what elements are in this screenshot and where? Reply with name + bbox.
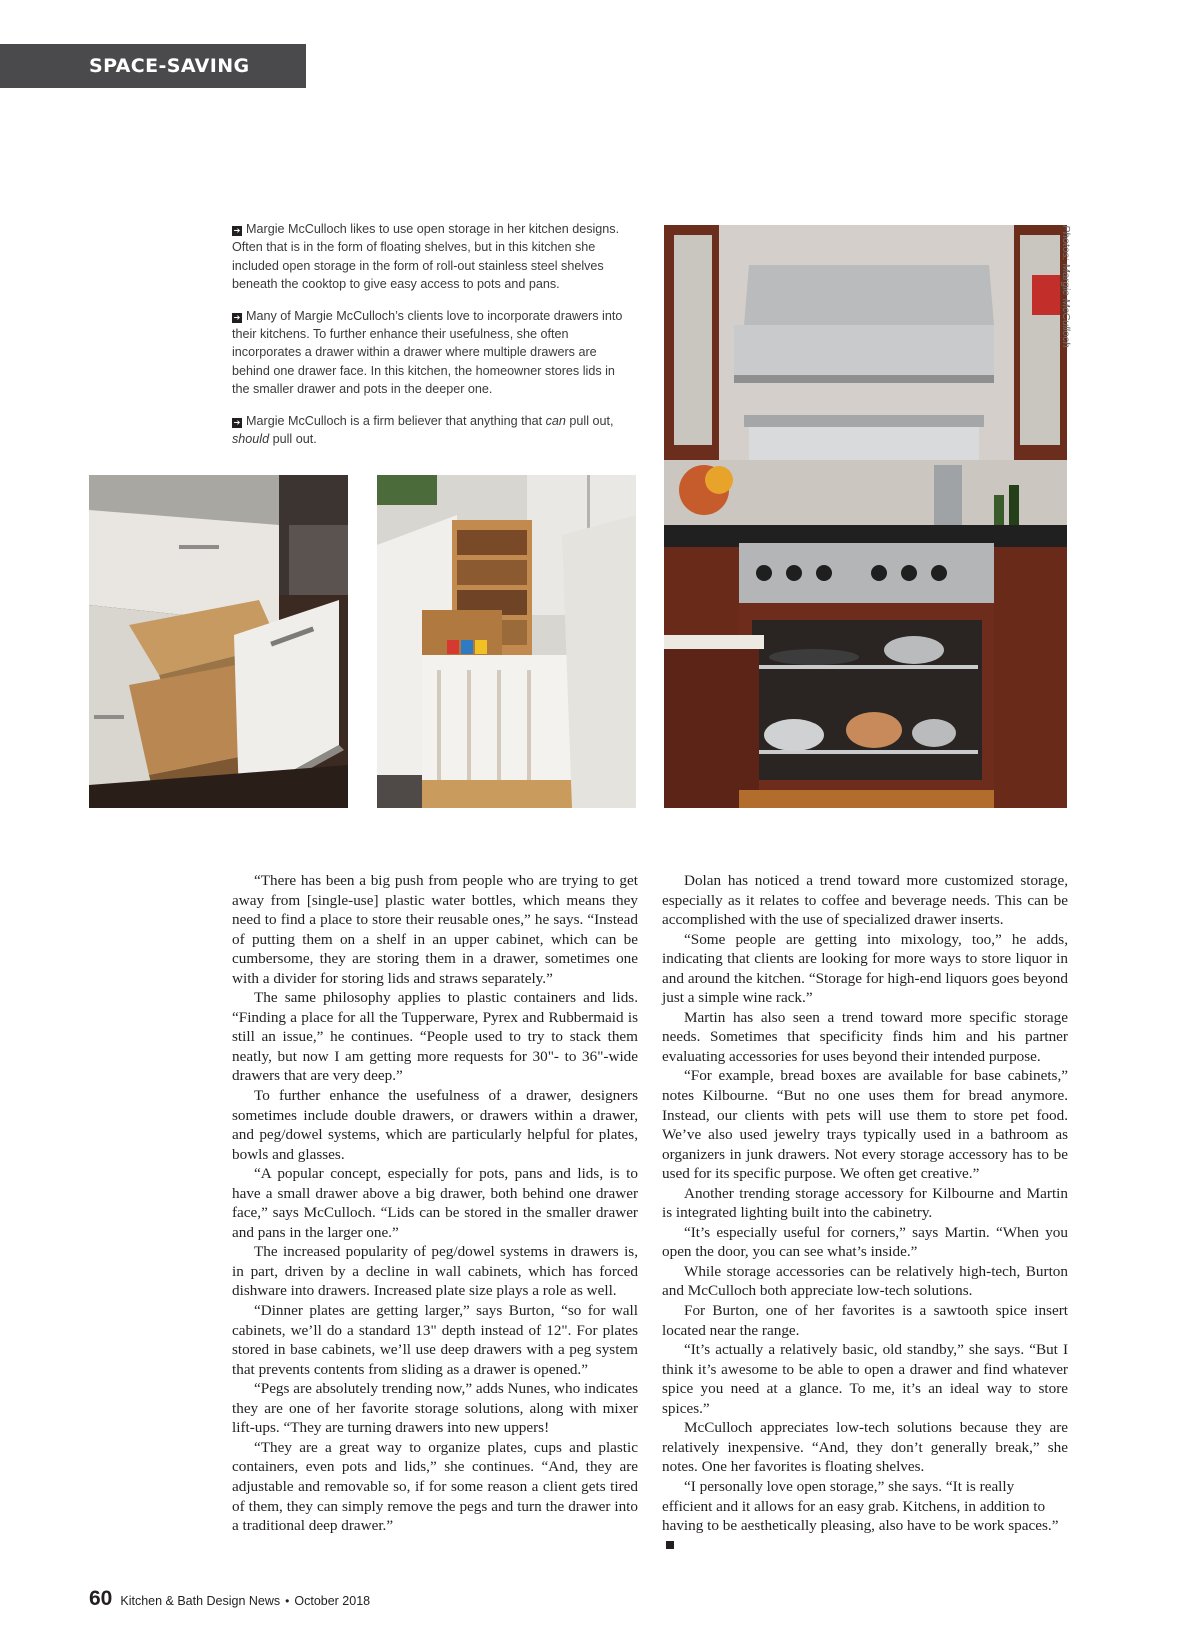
pullout-photo [377, 475, 636, 808]
end-mark-icon [666, 1541, 674, 1549]
caption-emphasis: should [232, 432, 270, 447]
caption-item [232, 220, 632, 294]
article-paragraph: “There has been a big push from people who are trying to get away from [single-use] plastic water bottles, which means they need to find a place to store their reusable ones,” he says. “Instead of putting them on a shelf in an upper cabinet, which can be cumbersome, they are storing them in a drawer, sometimes one with a divider for storing lids and straws separately.” [232, 872, 638, 987]
range-photo [664, 225, 1067, 808]
caption-text: Margie McCulloch likes to use open storage in her kitchen designs. Often that is in the form of floating shelves, but in this kitchen she included open storage in the form of roll-out stainless steel shelves beneath the cooktop to give easy access to pots and pans. [232, 222, 620, 292]
caption-text: pull out. [269, 432, 317, 447]
article-paragraph: Martin has also seen a trend toward more specific storage needs. Sometimes that specificity finds him and his partner evaluating accessories for uses beyond their intended purpose. [662, 1008, 1068, 1065]
page-number: 60 [89, 1587, 113, 1610]
caption-item [232, 412, 632, 449]
article-paragraph: “It’s actually a relatively basic, old standby,” she says. “But I think it’s awesome to be able to open a drawer and find whatever spice you need at a glance. To me, it’s an ideal way to store spices.” [662, 1341, 1068, 1417]
article-paragraph: “A popular concept, especially for pots, pans and lids, is to have a small drawer above a big drawer, both behind one drawer face,” says McCulloch. “Lids can be stored in the smaller drawer and pans in the larger one.” [232, 1165, 638, 1241]
footer-separator: • [285, 1594, 290, 1608]
article-column-2 [662, 871, 1068, 1555]
article-paragraph: “They are a great way to organize plates, cups and plastic containers, even pots and lids,” she continues. “And, they are adjustable and removable so, if for some reason a client gets tired of them, they can simply remove the pegs and turn the drawer into a traditional deep drawer.” [232, 1438, 638, 1535]
caption-text: Margie McCulloch is a firm believer that anything that [246, 413, 546, 428]
article-paragraph: The same philosophy applies to plastic containers and lids. “Finding a place for all the Tupperware, Pyrex and Rubbermaid is still an issue,” he continues. “People used to try to stack them neatly, but now I am getting more requests for 30"- to 36"-wide drawers that are very deep.” [232, 989, 638, 1085]
article-final-text: “I personally love open storage,” she says. “It is really efficient and it allows for an easy grab. Kitchens, in addition to having to be aesthetically pleasing, also have to be work spaces.” [662, 1477, 1059, 1535]
caption-text: Many of Margie McCulloch’s clients love to incorporate drawers into their kitchens. To further enhance their usefulness, she often incorporates a drawer within a drawer where multiple drawers are behind one drawer face. In this kitchen, the homeowner stores lids in the smaller drawer and pots in the deeper one. [232, 308, 623, 397]
page-footer [89, 1587, 370, 1611]
photo-captions [232, 220, 632, 461]
article-paragraph: “Dinner plates are getting larger,” says Burton, “so for wall cabinets, we’ll do a standard 13" depth instead of 12". For plates stored in base cabinets, we’ll use deep drawers with a peg system that prevents contents from sliding as a drawer is opened.” [232, 1302, 638, 1378]
drawer-photo [89, 475, 348, 808]
arrow-icon: ➔ [233, 417, 241, 427]
article-paragraph: While storage accessories can be relatively high-tech, Burton and McCulloch both appreciate low-tech solutions. [662, 1262, 1068, 1300]
article-paragraph [662, 1477, 1068, 1555]
caption-text: pull out, [565, 413, 614, 428]
article-paragraph: McCulloch appreciates low-tech solutions because they are relatively inexpensive. “And, they don’t generally break,” she notes. One her favorites is floating shelves. [662, 1419, 1068, 1476]
article-paragraph: For Burton, one of her favorites is a sawtooth spice insert located near the range. [662, 1302, 1068, 1339]
arrow-icon: ➔ [233, 226, 241, 235]
issue-date: October 2018 [294, 1594, 371, 1608]
arrow-icon: ➔ [233, 312, 241, 322]
article-paragraph: “Pegs are absolutely trending now,” adds Nunes, who indicates they are one of her favorite storage solutions, along with mixer lift-ups. “They are turning drawers into new uppers! [232, 1380, 638, 1437]
photo-credit: Photos: Margie McCulloch [1060, 225, 1072, 348]
article-paragraph: “It’s especially useful for corners,” says Martin. “When you open the door, you can see what’s inside.” [662, 1223, 1068, 1261]
article-column-1 [232, 871, 638, 1536]
article-paragraph: Dolan has noticed a trend toward more customized storage, especially as it relates to coffee and beverage needs. This can be accomplished with the use of specialized drawer inserts. [662, 872, 1068, 929]
section-label: SPACE-SAVING IDEAS [0, 44, 306, 88]
caption-emphasis: can [545, 413, 566, 428]
caption-item [232, 307, 632, 399]
article-paragraph: Another trending storage accessory for Kilbourne and Martin is integrated lighting built into the cabinetry. [662, 1184, 1068, 1222]
article-paragraph: To further enhance the usefulness of a drawer, designers sometimes include double drawers, or drawers within a drawer, and peg/dowel systems, which are particularly helpful for plates, bowls and glasses. [232, 1087, 638, 1163]
article-paragraph: The increased popularity of peg/dowel systems in drawers is, in part, driven by a decline in wall cabinets, which has forced dishware into drawers. Increased plate size plays a role as well. [232, 1243, 638, 1300]
publication-name: Kitchen & Bath Design News [120, 1594, 281, 1608]
article-paragraph: “For example, bread boxes are available for base cabinets,” notes Kilbourne. “But no one uses them for bread anymore. Instead, our clients with pets will use them to store pet food. We’ve also used jewelry trays typically used in a bathroom as organizers in junk drawers. Not every storage accessory has to be used for its specific purpose. We often get creative.” [662, 1067, 1068, 1183]
article-paragraph: “Some people are getting into mixology, too,” he adds, indicating that clients are looking for more ways to store liquor in and around the kitchen. “Storage for high-end liquors goes beyond just a simple wine rack.” [662, 930, 1068, 1007]
